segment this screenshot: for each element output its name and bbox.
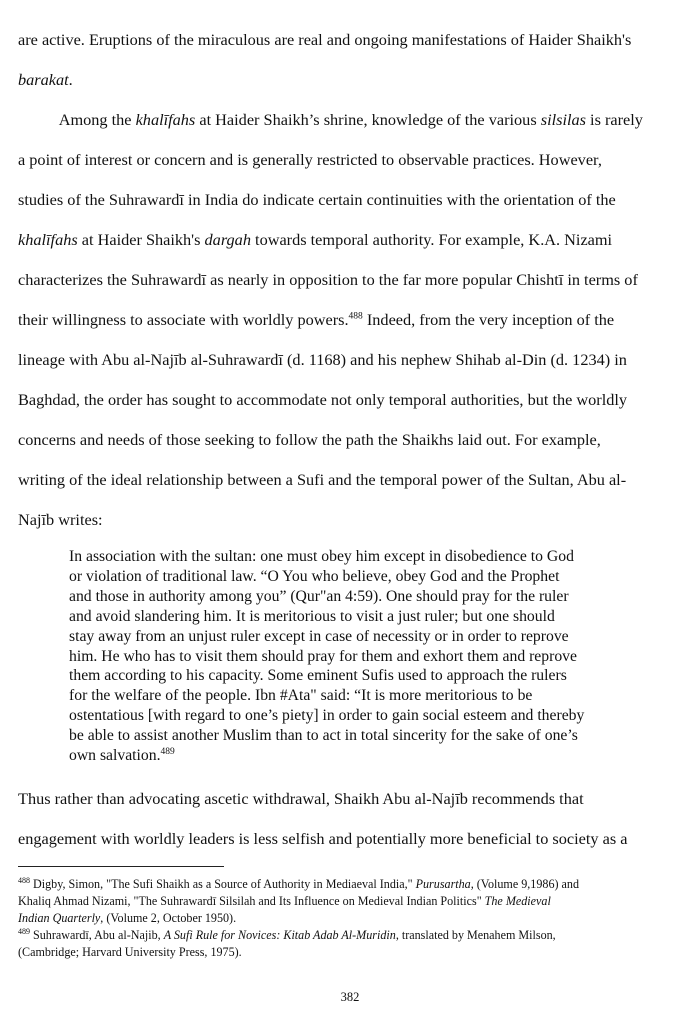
quote-line: In association with the sultan: one must obey him except in disobedience to God [69, 548, 574, 565]
footnote-marker: 489 [18, 926, 30, 936]
quote-line: him. He who has to visit them should pray for them and exhort them and reprove [69, 647, 577, 665]
body-line: writing of the ideal relationship between a Sufi and the temporal power of the Sultan, Abu al- [18, 470, 627, 489]
footnote-line: $^{489}$ Suhrawardī, Abu al-Najib, A Sufi Rule for Novices: Kitab Adab Al-Muridin, translated by Menahem Milson, [18, 926, 556, 942]
italic-term: Indian Quarterly [18, 911, 101, 925]
footnote-marker: 488 [18, 875, 30, 885]
block-quote [69, 547, 679, 766]
body-line: studies of the Suhrawardī in India do indicate certain continuities with the orientation of the [18, 190, 616, 209]
quote-line: or violation of traditional law. “O You who believe, obey God and the Prophet [69, 567, 560, 585]
quote-line: stay away from an unjust ruler except in case of necessity or in order to reprove [69, 627, 569, 645]
quote-line: them according to his capacity. Some eminent Sufis used to approach the rulers [69, 667, 567, 685]
footnote-marker: 488 [348, 311, 363, 322]
body-line: a point of interest or concern and is generally restricted to observable practices. However, [18, 150, 602, 169]
italic-term: silsilas [540, 110, 586, 129]
quote-line: own salvation.$^{489}$ [69, 746, 175, 765]
italic-term: khalīfahs [135, 110, 196, 129]
italic-term: dargah [204, 230, 251, 249]
page-number: 382 [340, 990, 360, 1004]
body-line: lineage with Abu al-Najīb al-Suhrawardī (d. 1168) and his nephew Shihab al-Din (d. 1234) in [18, 350, 627, 369]
body-line: are active. Eruptions of the miraculous are real and ongoing manifestations of Haider Shaikh's [18, 30, 632, 49]
body-line: Among the khalīfahs at Haider Shaikh’s shrine, knowledge of the various silsilas is rarely [18, 110, 643, 129]
footnote-line: Khaliq Ahmad Nizami, "The Suhrawardī Silsilah and Its Influence on Medieval Indian Politics" The Medieval [18, 894, 551, 908]
quote-line: ostentatious [with regard to one’s piety] in order to gain social esteem and thereby [69, 707, 585, 725]
italic-term: barakat [18, 70, 69, 89]
body-line: Najīb writes: [18, 510, 103, 529]
body-line: characterizes the Suhrawardī as nearly in opposition to the far more popular Chishtī in terms of [18, 270, 638, 289]
body-line: their willingness to associate with worldly powers.$^{488}$ Indeed, from the very inception of the [18, 310, 615, 329]
italic-term: A Sufi Rule for Novices: Kitab Adab Al-Muridin [163, 928, 396, 942]
footnote-line: $^{488}$ Digby, Simon, "The Sufi Shaikh as a Source of Authority in Mediaeval India," Purusartha, (Volume 9,1986) and [18, 875, 579, 891]
body-line: concerns and needs of those seeking to follow the path the Shaikhs laid out. For example, [18, 430, 601, 449]
italic-term: The Medieval [484, 894, 551, 908]
quote-line: and those in authority among you” (Qur"an 4:59). One should pray for the ruler [69, 587, 569, 605]
italic-term: khalīfahs [18, 230, 78, 249]
quote-line: be able to assist another Muslim than to act in total sincerity for the sake of one’s [69, 727, 578, 745]
footnote-marker: 489 [160, 746, 175, 757]
body-line: barakat. [18, 70, 73, 89]
quote-line: for the welfare of the people. Ibn #Ata" said: “It is more meritorious to be [69, 687, 533, 705]
body-line: engagement with worldly leaders is less selfish and potentially more beneficial to society as a [18, 829, 628, 848]
footnote-line: (Cambridge; Harvard University Press, 1975). [18, 945, 242, 959]
body-line: Baghdad, the order has sought to accommodate not only temporal authorities, but the worldly [18, 390, 628, 409]
footnote-separator [18, 866, 224, 867]
italic-term: Purusartha, [415, 877, 474, 891]
quote-line: and avoid slandering him. It is meritorious to visit a just ruler; but one should [69, 607, 555, 625]
body-line: Thus rather than advocating ascetic withdrawal, Shaikh Abu al-Najīb recommends that [18, 789, 584, 808]
body-line: khalīfahs at Haider Shaikh's dargah towards temporal authority. For example, K.A. Nizami [18, 230, 613, 249]
footnote-line: Indian Quarterly, (Volume 2, October 1950). [18, 911, 237, 925]
